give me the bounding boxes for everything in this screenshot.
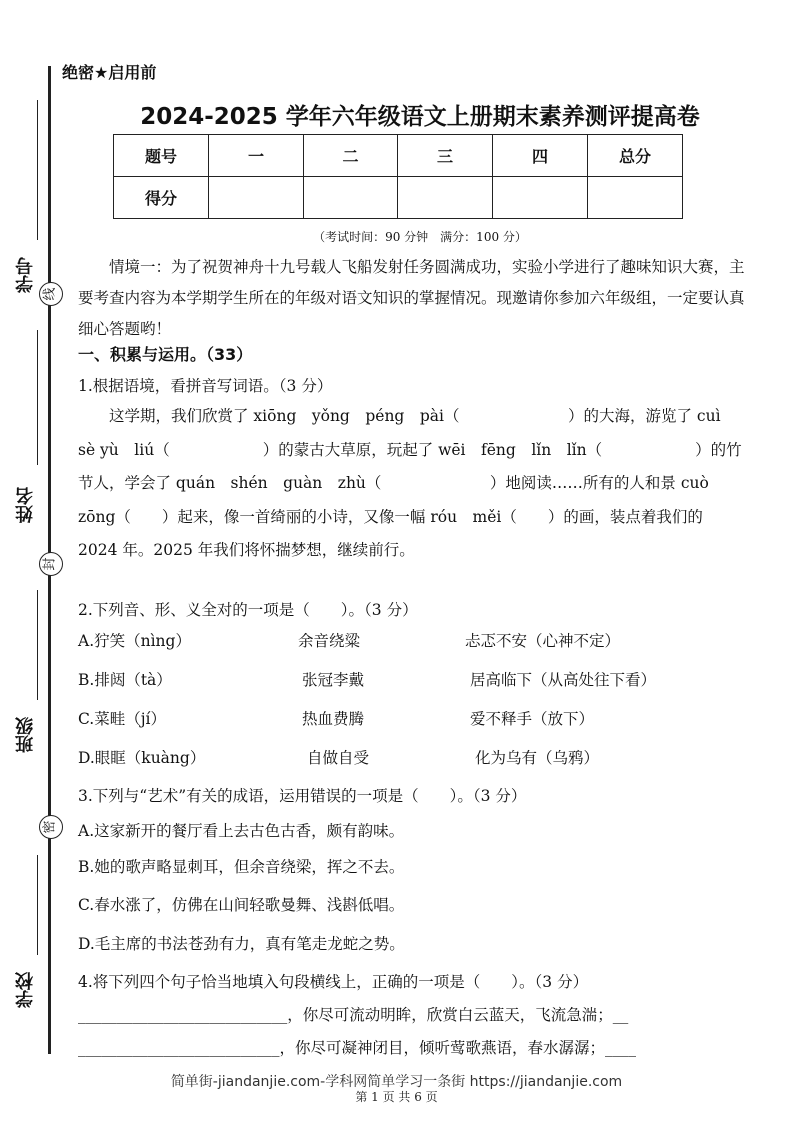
class-blank — [37, 590, 38, 700]
score-table-score-row — [114, 177, 683, 219]
q2-option-a-meaning: 忐忑不安（心神不定） — [465, 632, 621, 650]
q2-option-a: A.狞笑（nìng） — [78, 632, 191, 650]
q1-title: 1.根据语境，看拼音写词语。（3 分） — [78, 377, 333, 395]
score-table-header: 四 — [493, 135, 588, 177]
q2-option-d-meaning: 化为乌有（乌鸦） — [475, 749, 600, 767]
q3-option-b: B.她的歌声略显刺耳，但余音绕梁，挥之不去。 — [78, 858, 405, 876]
q4-blank-line-1: ___________________________，你尽可流动明眸，欣赏白云蓝天，飞流急湍；__ — [78, 1006, 629, 1024]
q2-option-d-word: 自做自受 — [307, 749, 370, 767]
footer-site: 简单街-jiandanjie.com-学科网简单学习一条街 https://jiandanjie.com — [170, 1074, 623, 1090]
score-cell[interactable] — [398, 177, 493, 219]
student-id-label: 学号 — [15, 257, 36, 293]
score-table-header: 一 — [209, 135, 304, 177]
score-table-header: 题号 — [114, 135, 209, 177]
section-heading: 一、积累与运用。（33） — [78, 345, 253, 364]
q2-option-d: D.眼眶（kuàng） — [78, 749, 206, 767]
q2-title: 2.下列音、形、义全对的一项是（ ）。（3 分） — [78, 601, 418, 619]
school-label: 学校 — [15, 972, 36, 1008]
score-table — [113, 134, 683, 219]
q2-option-c-word: 热血费腾 — [302, 710, 365, 728]
q1-passage: 这学期，我们欣赏了 xiōng yǒng péng pài（ ）的大海，游览了 cuì sè yù liú（ ）的蒙古大草原，玩起了 wēi fēng lǐn lǐn（ ）的竹节人，学会了 quán shén guàn zhù（ ）地阅读……所有的人和景 cuò zōng（ ）起来，像一首绮丽的小诗，又像一幅 róu měi（ ）的画，装点着我们的 2024 年。2025 年我们将怀揣梦想，继续前行。 — [78, 407, 742, 559]
q3-option-a: A.这家新开的餐厅看上去古色古香，颇有韵味。 — [78, 822, 405, 840]
score-table-header-row — [114, 135, 683, 177]
q2-option-b-meaning: 居高临下（从高处往下看） — [470, 671, 657, 689]
page-number: 第 1 页 共 6 页 — [355, 1090, 438, 1104]
intro-paragraph: 情境一：为了祝贺神舟十九号载人飞船发射任务圆满成功，实验小学进行了趣味知识大赛，主要考查内容为本学期学生所在的年级对语文知识的掌握情况。现邀请你参加六年级组，一定要认真细心答题哟！ — [78, 258, 745, 338]
score-cell[interactable] — [209, 177, 304, 219]
q2-option-b: B.排闼（tà） — [78, 671, 172, 689]
q2-option-a-word: 余音绕粱 — [298, 632, 361, 650]
q3-title: 3.下列与“艺术”有关的成语，运用错误的一项是（ ）。（3 分） — [78, 787, 527, 805]
score-table-header: 总分 — [588, 135, 683, 177]
score-table-header: 三 — [398, 135, 493, 177]
name-blank — [37, 330, 38, 465]
score-row-label: 得分 — [114, 177, 209, 219]
q3-option-c: C.春水涨了，仿佛在山间轻歌曼舞、浅斟低唱。 — [78, 896, 405, 914]
score-cell[interactable] — [304, 177, 398, 219]
seal-feng: 封 — [39, 552, 63, 576]
score-cell[interactable] — [493, 177, 588, 219]
q2-option-c-meaning: 爱不释手（放下） — [470, 710, 595, 728]
seal-mi: 密 — [39, 815, 63, 839]
student-id-blank — [37, 100, 38, 240]
secret-label: 绝密★启用前 — [62, 63, 157, 82]
school-blank — [37, 855, 38, 955]
q2-option-c: C.菜畦（jí） — [78, 710, 166, 728]
class-label: 班级 — [15, 717, 36, 753]
q4-title: 4.将下列四个句子恰当地填入句段横线上，正确的一项是（ ）。（3 分） — [78, 973, 589, 991]
exam-info: （考试时间：90 分钟 满分：100 分） — [313, 230, 527, 244]
q4-blank-line-2: __________________________，你尽可凝神闭目，倾听莺歌燕语，春水潺潺；____ — [78, 1039, 637, 1057]
q3-option-d: D.毛主席的书法苍劲有力，真有笔走龙蛇之势。 — [78, 935, 405, 953]
score-cell[interactable] — [588, 177, 683, 219]
name-label: 姓名 — [15, 487, 36, 523]
score-table-header: 二 — [304, 135, 398, 177]
page-title: 2024-2025 学年六年级语文上册期末素养测评提高卷 — [140, 104, 700, 130]
seal-xian: 线 — [39, 282, 63, 306]
q2-option-b-word: 张冠李戴 — [302, 671, 365, 689]
